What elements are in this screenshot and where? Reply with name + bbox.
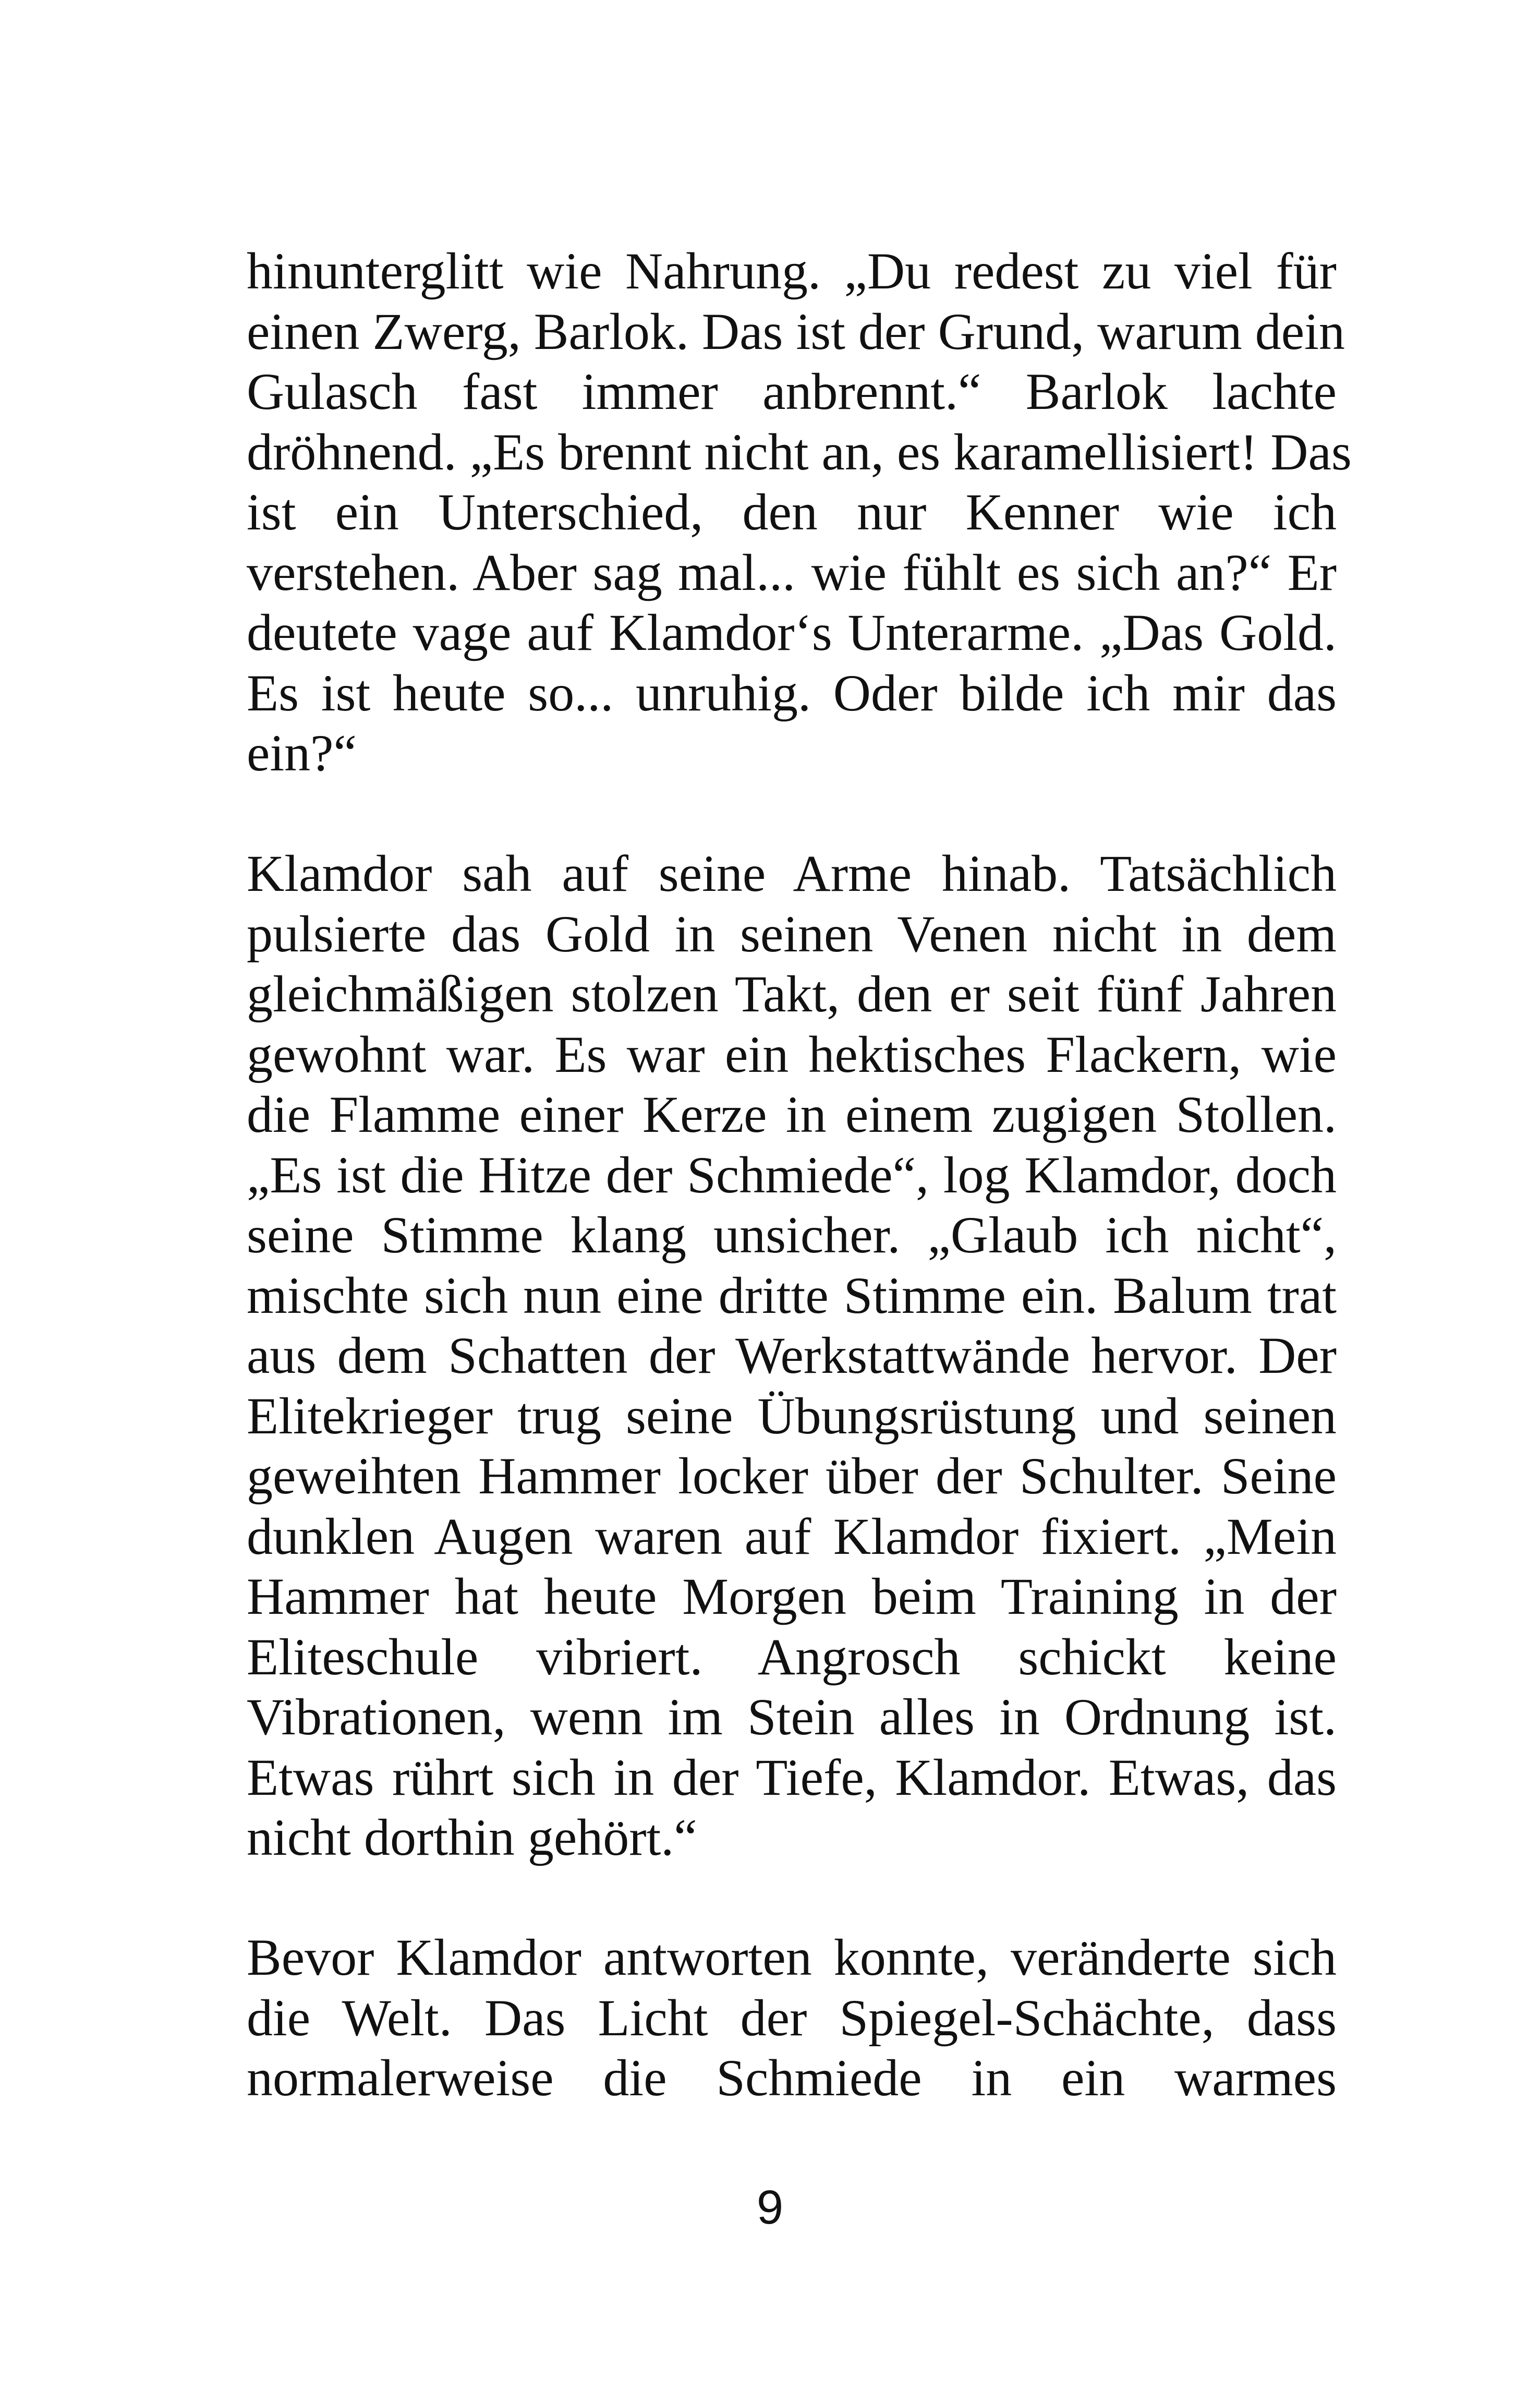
text-line: dunklen Augen waren auf Klamdor fixiert. „Mein bbox=[247, 1507, 1337, 1565]
text-line: Klamdor sah auf seine Arme hinab. Tatsächlich bbox=[247, 844, 1337, 902]
text-line: seine Stimme klang unsicher. „Glaub ich nicht“, bbox=[247, 1206, 1337, 1264]
text-line: Eliteschule vibriert. Angrosch schickt keine bbox=[247, 1627, 1337, 1686]
text-line: gleichmäßigen stolzen Takt, den er seit fünf Jahren bbox=[247, 965, 1337, 1023]
paragraph-1 bbox=[247, 241, 1352, 783]
text-line: gewohnt war. Es war ein hektisches Flackern, wie bbox=[247, 1025, 1337, 1083]
text-line: einen Zwerg, Barlok. Das ist der Grund, warum dein bbox=[247, 302, 1345, 360]
text-line: verstehen. Aber sag mal... wie fühlt es sich an?“ Er bbox=[247, 543, 1337, 601]
text-line: hinunterglitt wie Nahrung. „Du redest zu viel für bbox=[247, 242, 1337, 300]
text-line: Hammer hat heute Morgen beim Training in der bbox=[247, 1567, 1337, 1625]
text-line: dröhnend. „Es brennt nicht an, es karamellisiert! Das bbox=[247, 422, 1352, 481]
page-number: 9 bbox=[756, 2181, 784, 2234]
text-line: deutete vage auf Klamdor‘s Unterarme. „Das Gold. bbox=[247, 603, 1337, 661]
text-line: geweihten Hammer locker über der Schulter. Seine bbox=[247, 1447, 1337, 1505]
text-line: normalerweise die Schmiede in ein warmes bbox=[247, 2049, 1337, 2107]
text-line: mischte sich nun eine dritte Stimme ein. Balum trat bbox=[247, 1266, 1337, 1324]
text-line: Elitekrieger trug seine Übungsrüstung und seinen bbox=[247, 1386, 1337, 1445]
text-line: die Welt. Das Licht der Spiegel-Schächte, dass bbox=[247, 1988, 1337, 2047]
text-line: „Es ist die Hitze der Schmiede“, log Klamdor, doch bbox=[247, 1145, 1337, 1204]
text-line: Es ist heute so... unruhig. Oder bilde ich mir das bbox=[247, 663, 1337, 722]
text-line: die Flamme einer Kerze in einem zugigen Stollen. bbox=[247, 1085, 1337, 1143]
text-line: pulsierte das Gold in seinen Venen nicht in dem bbox=[247, 904, 1337, 963]
text-line: Vibrationen, wenn im Stein alles in Ordnung ist. bbox=[247, 1688, 1337, 1746]
text-line: ist ein Unterschied, den nur Kenner wie ich bbox=[247, 483, 1337, 541]
paragraph-3 bbox=[247, 1927, 1337, 2108]
text-line: Bevor Klamdor antworten konnte, veränderte sich bbox=[247, 1928, 1337, 1986]
text-line: Gulasch fast immer anbrennt.“ Barlok lachte bbox=[247, 363, 1337, 420]
text-line: aus dem Schatten der Werkstattwände hervor. Der bbox=[247, 1326, 1337, 1384]
text-line: ein?“ bbox=[247, 724, 357, 782]
text-line: Etwas rührt sich in der Tiefe, Klamdor. Etwas, das bbox=[247, 1748, 1337, 1806]
paragraph-2 bbox=[247, 843, 1337, 1868]
text-line: nicht dorthin gehört.“ bbox=[247, 1808, 697, 1866]
